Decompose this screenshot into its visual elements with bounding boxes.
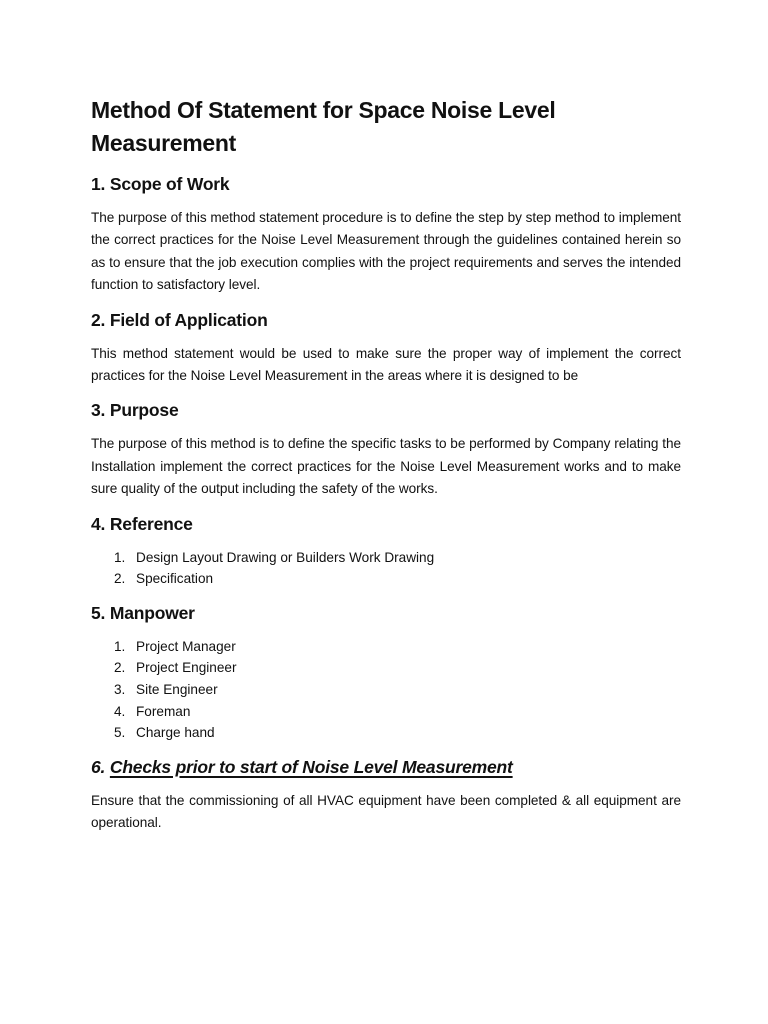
section-body: Ensure that the commissioning of all HVAC equipment have been completed & all equipment are operational. — [91, 792, 681, 831]
list-item-number: 3. — [114, 682, 126, 698]
list-item — [91, 657, 681, 679]
section-checks-prior-to-start — [91, 756, 681, 835]
list-item-number: 2. — [114, 660, 126, 676]
list-item — [91, 568, 681, 590]
list-item-number: 4. — [114, 703, 126, 719]
section-heading: 4. Reference — [91, 513, 193, 534]
list-item — [91, 547, 681, 569]
manpower-list — [91, 636, 681, 744]
list-item — [91, 701, 681, 723]
list-item-text: Specification — [136, 571, 214, 587]
list-item-text: Project Manager — [136, 638, 236, 654]
document-page — [91, 94, 681, 847]
section-heading-number: 6. — [91, 756, 106, 777]
section-heading: 2. Field of Application — [91, 309, 268, 330]
list-item-text: Design Layout Drawing or Builders Work Drawing — [136, 549, 435, 565]
reference-list — [91, 547, 681, 590]
section-body: The purpose of this method is to define the specific tasks to be performed by Company relating the Installation implement the correct practices for the Noise Level Measurement works and to make sure quality of the output including the safety of the works. — [91, 436, 681, 497]
list-item — [91, 636, 681, 658]
list-item-text: Site Engineer — [136, 682, 218, 698]
section-body: This method statement would be used to make sure the proper way of implement the correct practices for the Noise Level Measurement in the areas where it is designed to be — [91, 345, 681, 384]
list-item-number: 5. — [114, 725, 126, 741]
section-heading — [91, 756, 681, 778]
list-item-text: Charge hand — [136, 725, 215, 741]
document-title: Method Of Statement for Space Noise Level Measurement — [91, 97, 556, 156]
section-heading-text: Checks prior to start of Noise Level Measurement — [109, 756, 513, 777]
section-heading: 5. Manpower — [91, 602, 195, 623]
section-purpose — [91, 399, 681, 500]
list-item — [91, 722, 681, 744]
list-item-number: 2. — [114, 571, 126, 587]
section-manpower — [91, 602, 681, 744]
section-heading: 3. Purpose — [91, 400, 179, 421]
section-field-of-application — [91, 309, 681, 388]
list-item-text: Project Engineer — [136, 660, 237, 676]
section-reference — [91, 513, 681, 590]
section-scope-of-work — [91, 173, 681, 297]
list-item-text: Foreman — [136, 703, 191, 719]
list-item-number: 1. — [114, 549, 126, 565]
list-item — [91, 679, 681, 701]
list-item-number: 1. — [114, 638, 126, 654]
section-body: The purpose of this method statement procedure is to define the step by step method to implement the correct practices for the Noise Level Measurement through the guidelines contained herein so as to ensure that the job execution complies with the project requirements and serves the intended function to satisfactory level. — [91, 210, 681, 293]
section-heading: 1. Scope of Work — [91, 174, 230, 194]
